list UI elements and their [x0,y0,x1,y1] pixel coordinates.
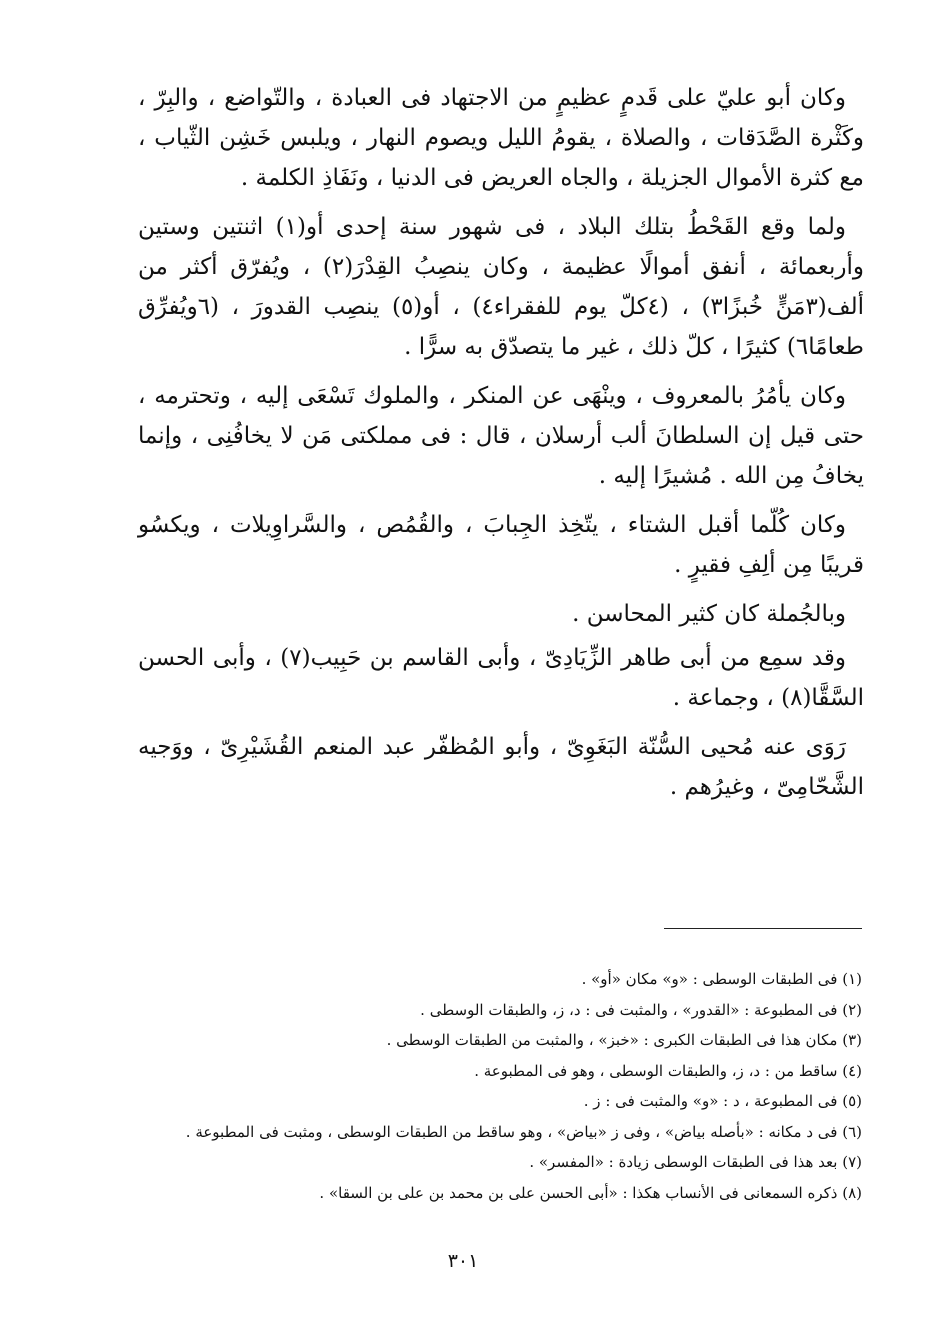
footnote-6: (٦) فى د مكانه : «بأصله بياض» ، وفى ز «بياض» ، وهو ساقط من الطبقات الوسطى ، ومثبت فى المطبوعة . [185,1122,862,1141]
footnote-3: (٣) مكان هذا فى الطبقات الكبرى : «خبز» ، والمثبت من الطبقات الوسطى . [386,1031,862,1049]
footnote-separator [664,928,862,929]
footnote-4: (٤) ساقط من : د، ز، والطبقات الوسطى ، وهو فى المطبوعة . [474,1061,862,1080]
paragraph-1: وكان أبو عليّ على قَدمٍ عظيمٍ من الاجتهاد فى العبادة ، والتّواضع ، والبِرّ ، وكَثْرة الصَّدَقات ، والصلاة ، يقومُ الليل ويصوم النهار ، ويلبس خَشِن الثّياب ، مع كثرة الأموال الجزيلة ، والجاه العريض فى الدنيا ، ونَفَاذِ الكلمة . [138,85,864,191]
footnote-8: (٨) ذكره السمعانى فى الأنساب هكذا : «أبى الحسن على بن محمد بن على بن السقا» . [319,1183,862,1202]
page-number: ٣٠١ [447,1250,479,1272]
footnote-7: (٧) بعد هذا فى الطبقات الوسطى زيادة : «المفسر» . [529,1153,862,1171]
footnote-5: (٥) فى المطبوعة ، د : «و» والمثبت فى : ز . [583,1092,862,1110]
main-text [138,78,864,816]
paragraph-4: وكان كُلّما أقبل الشتاء ، يتّخِذ الجِبابَ ، والقُمُص ، والسَّراوِيلات ، ويكسُو قريبًا مِن ألِفِ فقيرٍ . [138,512,864,578]
footnote-2: (٢) فى المطبوعة : «القدور» ، والمثبت فى : د، ز، والطبقات الوسطى . [420,1000,862,1019]
paragraph-5: وبالجُملة كان كثير المحاسن . [572,601,846,627]
paragraph-7: رَوَى عنه مُحيى السُّنّة البَغَوِىّ ، وأبو المُظفّر عبد المنعم القُشَيْرِىّ ، ووَجيه الشَّحّامِىّ ، وغيرُهم . [138,734,864,800]
footnotes [122,964,862,1208]
footnote-1: (١) فى الطبقات الوسطى : «و» مكان «أو» . [581,970,862,988]
paragraph-2: ولما وقع القَحْطُ بتلك البلاد ، فى شهور سنة إحدى أو(١) اثنتين وستين وأربعمائة ، أنفق أموالًا عظيمة ، وكان ينصِبُ القِدْرَ(٢) ، ويُفرّق أكثر من ألف(٣مَنٍّ خُبزًا٣) ، (٤كلّ يوم للفقراء٤) ، أو(٥) ينصِب القدورَ ، (٦ويُفرِّق طعامًا٦) كثيرًا ، كلّ ذلك ، غير ما يتصدّق به سرًّا . [138,214,864,360]
paragraph-6: وقد سمِع من أبى طاهر الزِّيَادِىّ ، وأبى القاسم بن حَبِيب(٧) ، وأبى الحسن السَّقَّا(٨) ، وجماعة . [138,645,864,711]
paragraph-3: وكان يأمُرُ بالمعروف ، وينْهَى عن المنكر ، والملوك تَسْعَى إليه ، وتحترمه ، حتى قيل إن السلطانَ ألب أرسلان ، قال : فى مملكتى مَن لا يخافُنِى ، وإنما يخافُ مِن الله . مُشيرًا إليه . [138,383,864,489]
